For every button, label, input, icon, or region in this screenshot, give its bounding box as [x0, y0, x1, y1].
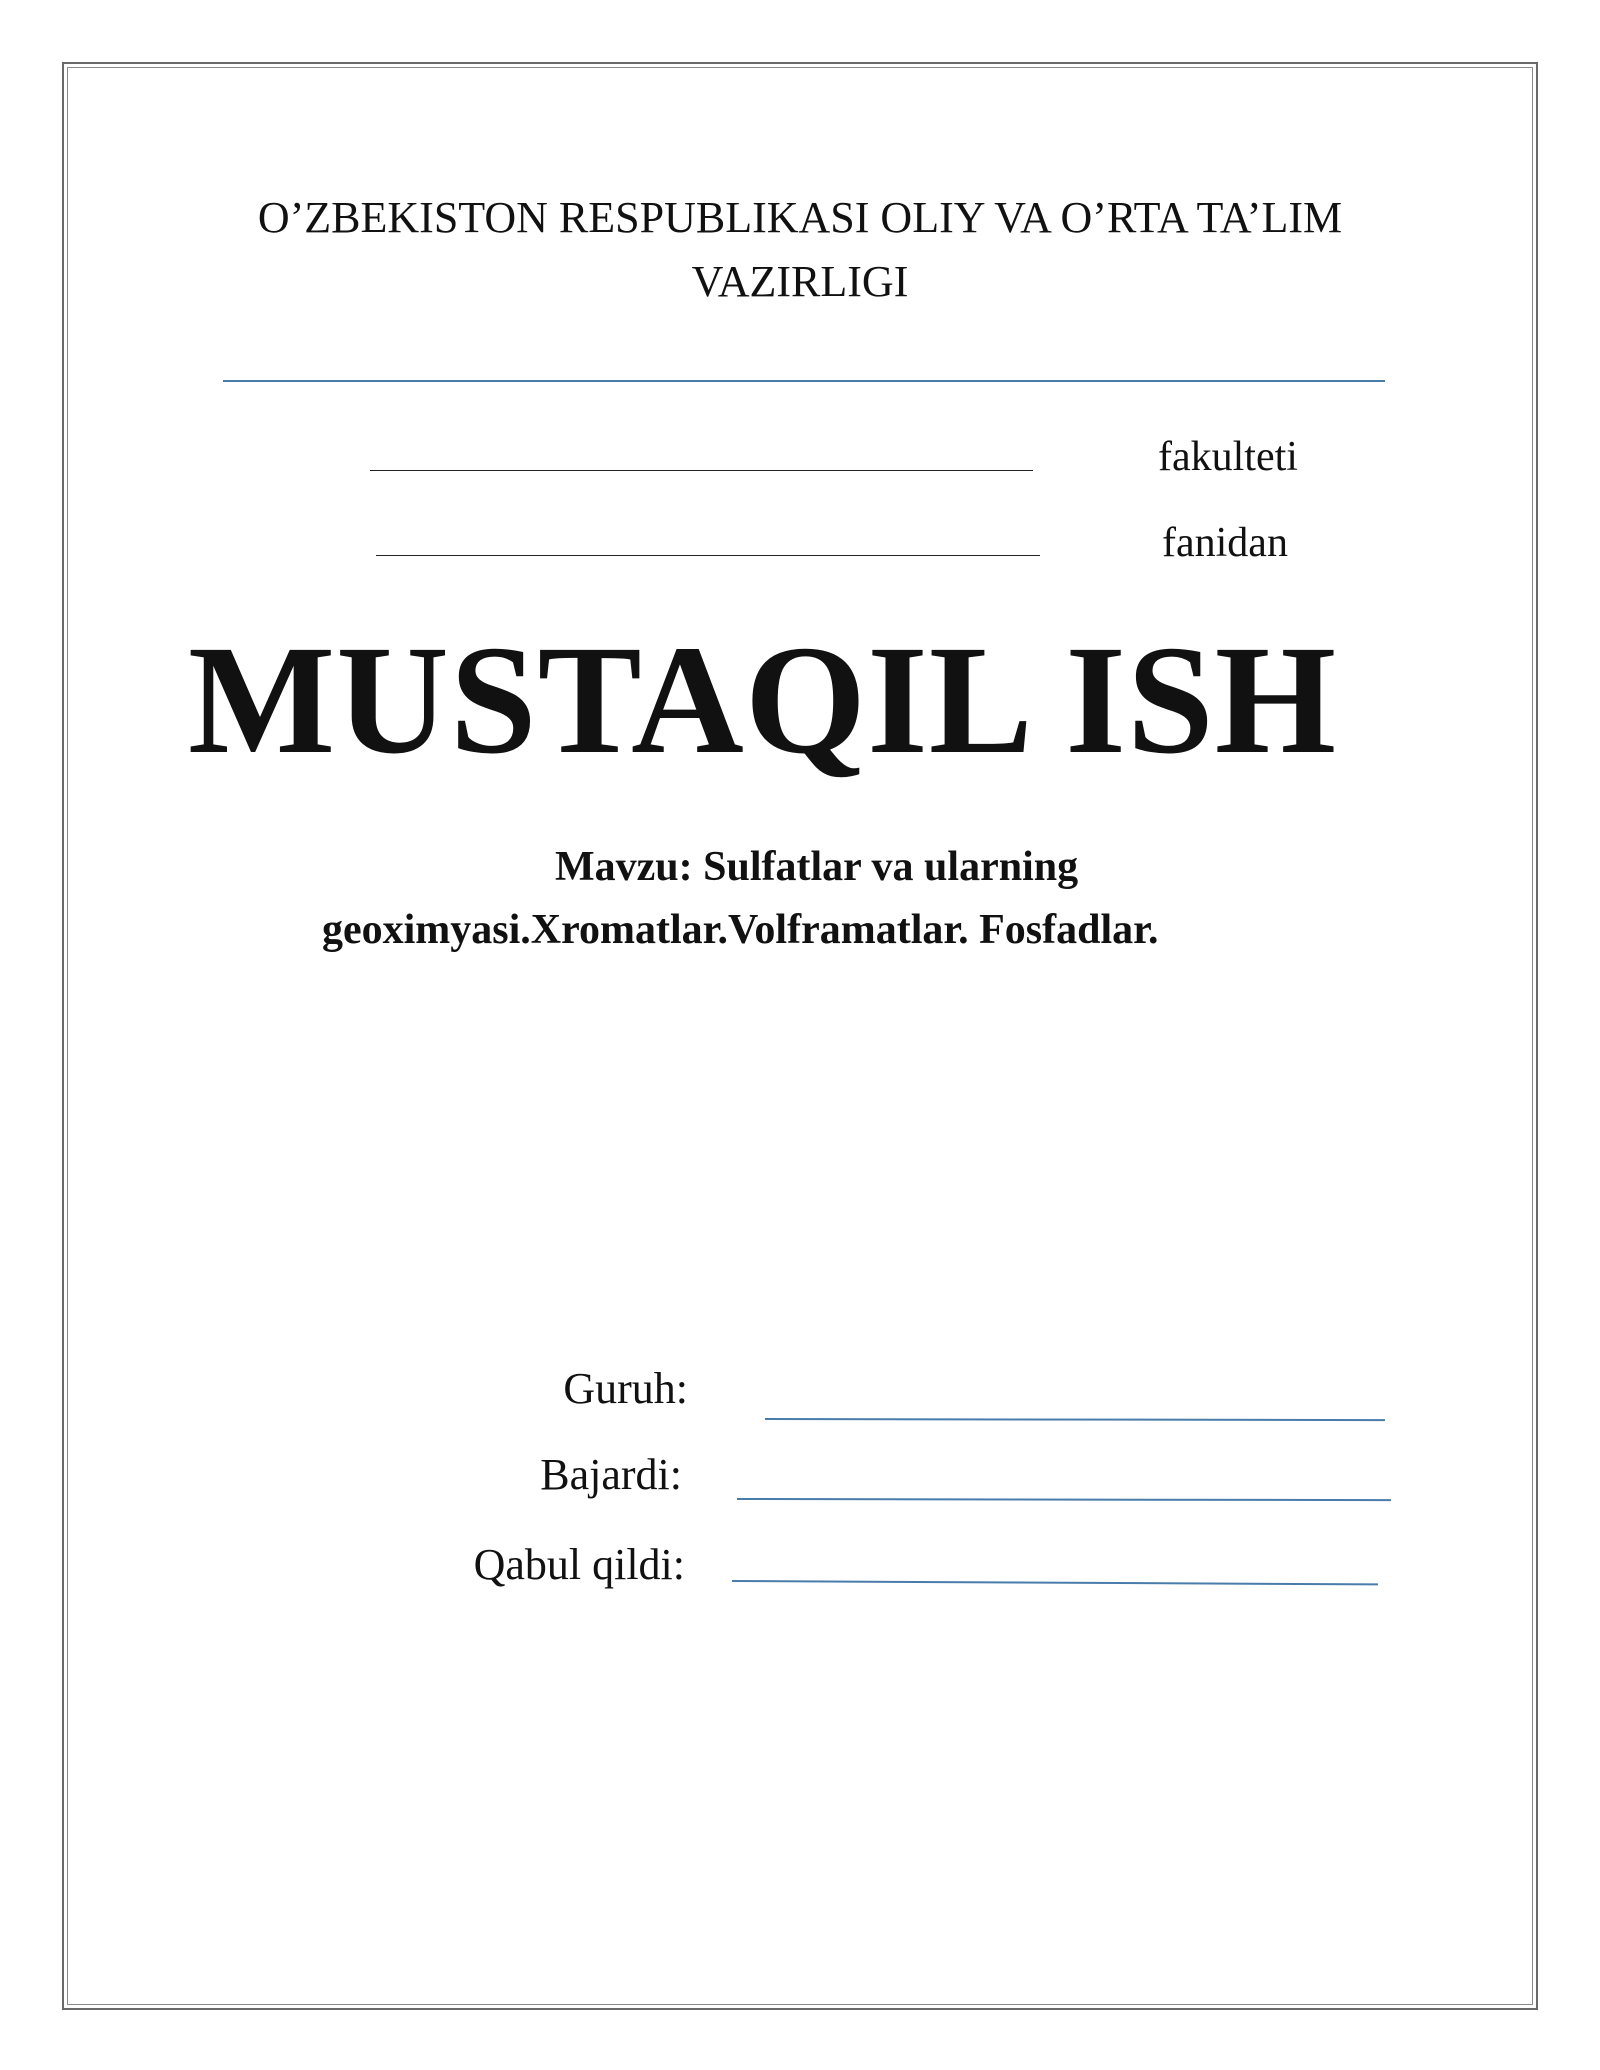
ministry-line-1: O’ZBEKISTON RESPUBLIKASI OLIY VA O’RTA TA’LIM [257, 193, 1343, 242]
accepted-by-label: Qabul qildi: [473, 1540, 685, 1589]
document-title: MUSTAQIL ISH [188, 613, 1338, 786]
page-border-inner [67, 67, 1533, 2005]
topic-line-2: geoximyasi.Xromatlar.Volframatlar. Fosfadlar. [322, 907, 1159, 953]
ministry-header [150, 186, 1450, 314]
group-label: Guruh: [563, 1364, 688, 1413]
topic-line-1: Mavzu: Sulfatlar va ularning [555, 844, 1079, 890]
done-by-label: Bajardi: [540, 1450, 682, 1499]
university-name-blank-line [223, 380, 1385, 382]
subject-label: fanidan [1162, 520, 1288, 566]
ministry-line-2: VAZIRLIGI [691, 257, 909, 306]
subject-blank-line [376, 555, 1040, 556]
faculty-label: fakulteti [1158, 434, 1298, 480]
faculty-blank-line [370, 470, 1033, 471]
